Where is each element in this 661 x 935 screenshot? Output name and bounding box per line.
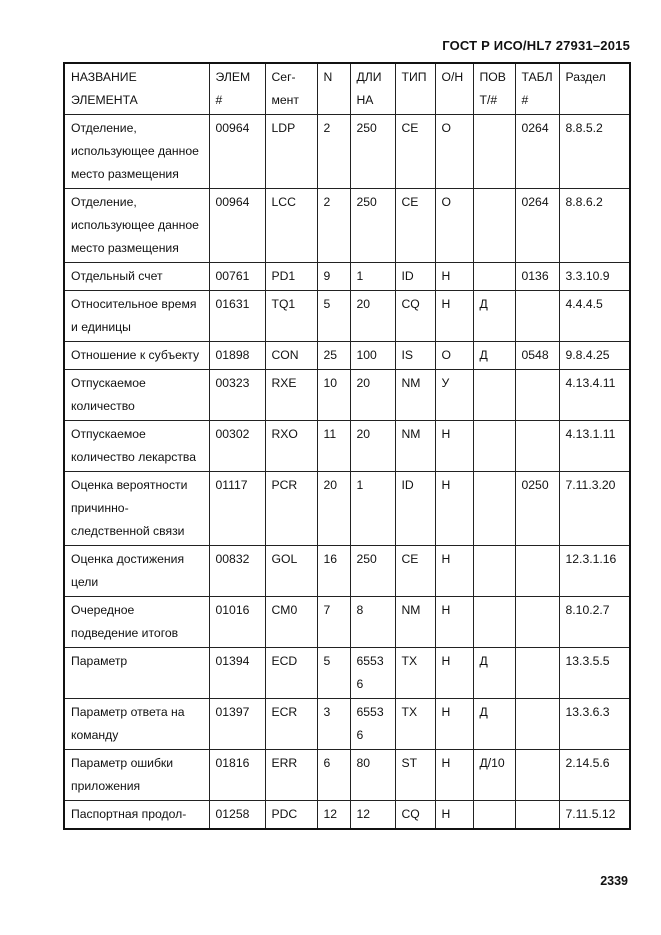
- table-cell: 7.11.5.12: [559, 801, 630, 830]
- table-cell: CQ: [395, 801, 435, 830]
- table-cell: 5: [317, 291, 350, 342]
- table-cell: RXE: [265, 370, 317, 421]
- table-row: [64, 546, 630, 597]
- data-table: [63, 62, 631, 830]
- table-cell: 65536: [350, 648, 395, 699]
- table-cell: 0136: [515, 263, 559, 291]
- table-cell: 00302: [209, 421, 265, 472]
- table-cell: 8.10.2.7: [559, 597, 630, 648]
- table-cell: 01816: [209, 750, 265, 801]
- table-cell: О: [435, 342, 473, 370]
- table-cell: PD1: [265, 263, 317, 291]
- table-cell: Н: [435, 421, 473, 472]
- table-cell: О: [435, 189, 473, 263]
- table-row: [64, 750, 630, 801]
- table-cell: 20: [350, 291, 395, 342]
- table-cell: 01016: [209, 597, 265, 648]
- table-cell: Н: [435, 648, 473, 699]
- table-cell: Н: [435, 750, 473, 801]
- table-cell: 11: [317, 421, 350, 472]
- element-name-cell: Отпускаемое количество лекарства: [64, 421, 209, 472]
- table-cell: [473, 472, 515, 546]
- table-cell: [515, 546, 559, 597]
- table-cell: 1: [350, 263, 395, 291]
- table-cell: 00964: [209, 189, 265, 263]
- table-cell: Д: [473, 648, 515, 699]
- table-cell: Д: [473, 699, 515, 750]
- table-cell: 7.11.3.20: [559, 472, 630, 546]
- table-cell: 0250: [515, 472, 559, 546]
- table-cell: 0548: [515, 342, 559, 370]
- table-cell: 16: [317, 546, 350, 597]
- table-cell: TQ1: [265, 291, 317, 342]
- table-cell: 80: [350, 750, 395, 801]
- element-name-cell: Отделение, использующее данное место размещения: [64, 189, 209, 263]
- table-cell: [515, 648, 559, 699]
- table-cell: 5: [317, 648, 350, 699]
- table-cell: 65536: [350, 699, 395, 750]
- column-header: О/Н: [435, 63, 473, 115]
- table-cell: 250: [350, 189, 395, 263]
- table-cell: LDP: [265, 115, 317, 189]
- table-cell: NM: [395, 597, 435, 648]
- table-cell: Д: [473, 291, 515, 342]
- table-cell: 12.3.1.16: [559, 546, 630, 597]
- table-cell: NM: [395, 370, 435, 421]
- table-cell: 8.8.6.2: [559, 189, 630, 263]
- table-cell: ERR: [265, 750, 317, 801]
- table-cell: [473, 263, 515, 291]
- table-cell: ID: [395, 472, 435, 546]
- table-cell: [473, 370, 515, 421]
- table-cell: 2: [317, 115, 350, 189]
- table-cell: 4.4.4.5: [559, 291, 630, 342]
- table-cell: 10: [317, 370, 350, 421]
- table-cell: PCR: [265, 472, 317, 546]
- table-cell: [473, 597, 515, 648]
- column-header: ТАБЛ#: [515, 63, 559, 115]
- table-cell: 7: [317, 597, 350, 648]
- table-cell: CE: [395, 115, 435, 189]
- table-cell: Д/10: [473, 750, 515, 801]
- table-cell: 0264: [515, 189, 559, 263]
- table-cell: 01898: [209, 342, 265, 370]
- table-cell: 9.8.4.25: [559, 342, 630, 370]
- table-cell: CQ: [395, 291, 435, 342]
- table-cell: ST: [395, 750, 435, 801]
- table-cell: 2.14.5.6: [559, 750, 630, 801]
- element-name-cell: Отдельный счет: [64, 263, 209, 291]
- table-cell: [473, 115, 515, 189]
- table-cell: 6: [317, 750, 350, 801]
- table-cell: Н: [435, 597, 473, 648]
- table-cell: 01394: [209, 648, 265, 699]
- table-cell: TX: [395, 699, 435, 750]
- table-cell: 2: [317, 189, 350, 263]
- table-cell: [515, 597, 559, 648]
- table-cell: 250: [350, 115, 395, 189]
- table-cell: TX: [395, 648, 435, 699]
- table-row: [64, 472, 630, 546]
- table-row: [64, 648, 630, 699]
- table-cell: 01258: [209, 801, 265, 830]
- table-cell: LCC: [265, 189, 317, 263]
- table-cell: У: [435, 370, 473, 421]
- table-row: [64, 699, 630, 750]
- column-header: НАЗВАНИЕ ЭЛЕМЕНТА: [64, 63, 209, 115]
- column-header: ПОВТ/#: [473, 63, 515, 115]
- table-cell: 01117: [209, 472, 265, 546]
- column-header: ЭЛЕМ #: [209, 63, 265, 115]
- table-cell: RXO: [265, 421, 317, 472]
- column-header: ТИП: [395, 63, 435, 115]
- table-cell: 8: [350, 597, 395, 648]
- element-name-cell: Отделение, использующее данное место размещения: [64, 115, 209, 189]
- table-cell: 4.13.1.11: [559, 421, 630, 472]
- element-name-cell: Очередное подведение итогов: [64, 597, 209, 648]
- table-cell: [515, 699, 559, 750]
- table-cell: CON: [265, 342, 317, 370]
- element-name-cell: Параметр: [64, 648, 209, 699]
- table-row: [64, 801, 630, 830]
- table-cell: 13.3.5.5: [559, 648, 630, 699]
- table-cell: 00832: [209, 546, 265, 597]
- table-cell: О: [435, 115, 473, 189]
- table-cell: 8.8.5.2: [559, 115, 630, 189]
- column-header: Сегмент: [265, 63, 317, 115]
- element-name-cell: Отношение к субъекту: [64, 342, 209, 370]
- table-row: [64, 370, 630, 421]
- table-cell: 00761: [209, 263, 265, 291]
- table-cell: Н: [435, 801, 473, 830]
- table-cell: Н: [435, 699, 473, 750]
- element-name-cell: Относительное время и единицы: [64, 291, 209, 342]
- table-cell: 12: [350, 801, 395, 830]
- table-cell: Д: [473, 342, 515, 370]
- element-name-cell: Паспортная продол-: [64, 801, 209, 830]
- table-cell: 0264: [515, 115, 559, 189]
- table-cell: 13.3.6.3: [559, 699, 630, 750]
- element-name-cell: Оценка вероятности причинно-следственной связи: [64, 472, 209, 546]
- column-header: N: [317, 63, 350, 115]
- table-cell: [473, 801, 515, 830]
- table-cell: Н: [435, 263, 473, 291]
- element-name-cell: Параметр ошибки приложения: [64, 750, 209, 801]
- table-row: [64, 291, 630, 342]
- table-cell: [515, 750, 559, 801]
- table-row: [64, 597, 630, 648]
- table-cell: 01397: [209, 699, 265, 750]
- table-cell: Н: [435, 546, 473, 597]
- element-name-cell: Оценка достижения цели: [64, 546, 209, 597]
- table-cell: CM0: [265, 597, 317, 648]
- column-header: ДЛИНА: [350, 63, 395, 115]
- element-name-cell: Отпускаемое количество: [64, 370, 209, 421]
- table-cell: [473, 546, 515, 597]
- table-cell: 20: [350, 370, 395, 421]
- table-cell: Н: [435, 291, 473, 342]
- table-cell: PDC: [265, 801, 317, 830]
- table-cell: ID: [395, 263, 435, 291]
- table-cell: [473, 189, 515, 263]
- table-row: [64, 115, 630, 189]
- table-cell: 250: [350, 546, 395, 597]
- table-cell: GOL: [265, 546, 317, 597]
- table-cell: 20: [350, 421, 395, 472]
- element-name-cell: Параметр ответа на команду: [64, 699, 209, 750]
- table-cell: [515, 421, 559, 472]
- table-cell: 25: [317, 342, 350, 370]
- table-header-row: [64, 63, 630, 115]
- table-cell: 9: [317, 263, 350, 291]
- table-cell: 20: [317, 472, 350, 546]
- table-cell: ECD: [265, 648, 317, 699]
- table-cell: [515, 291, 559, 342]
- table-cell: [515, 370, 559, 421]
- table-cell: [473, 421, 515, 472]
- table-cell: NM: [395, 421, 435, 472]
- table-cell: CE: [395, 189, 435, 263]
- table-row: [64, 421, 630, 472]
- table-cell: 1: [350, 472, 395, 546]
- table-cell: ECR: [265, 699, 317, 750]
- table-cell: 00964: [209, 115, 265, 189]
- table-cell: 12: [317, 801, 350, 830]
- table-cell: IS: [395, 342, 435, 370]
- table-cell: 4.13.4.11: [559, 370, 630, 421]
- document-title: ГОСТ Р ИСО/HL7 27931–2015: [442, 38, 630, 53]
- table-cell: 01631: [209, 291, 265, 342]
- table-row: [64, 263, 630, 291]
- table-row: [64, 189, 630, 263]
- table-cell: CE: [395, 546, 435, 597]
- table-cell: 100: [350, 342, 395, 370]
- table-cell: 3: [317, 699, 350, 750]
- table-cell: [515, 801, 559, 830]
- table-cell: 3.3.10.9: [559, 263, 630, 291]
- page-number: 2339: [600, 874, 628, 888]
- table-cell: 00323: [209, 370, 265, 421]
- table-row: [64, 342, 630, 370]
- table-cell: Н: [435, 472, 473, 546]
- column-header: Раздел: [559, 63, 630, 115]
